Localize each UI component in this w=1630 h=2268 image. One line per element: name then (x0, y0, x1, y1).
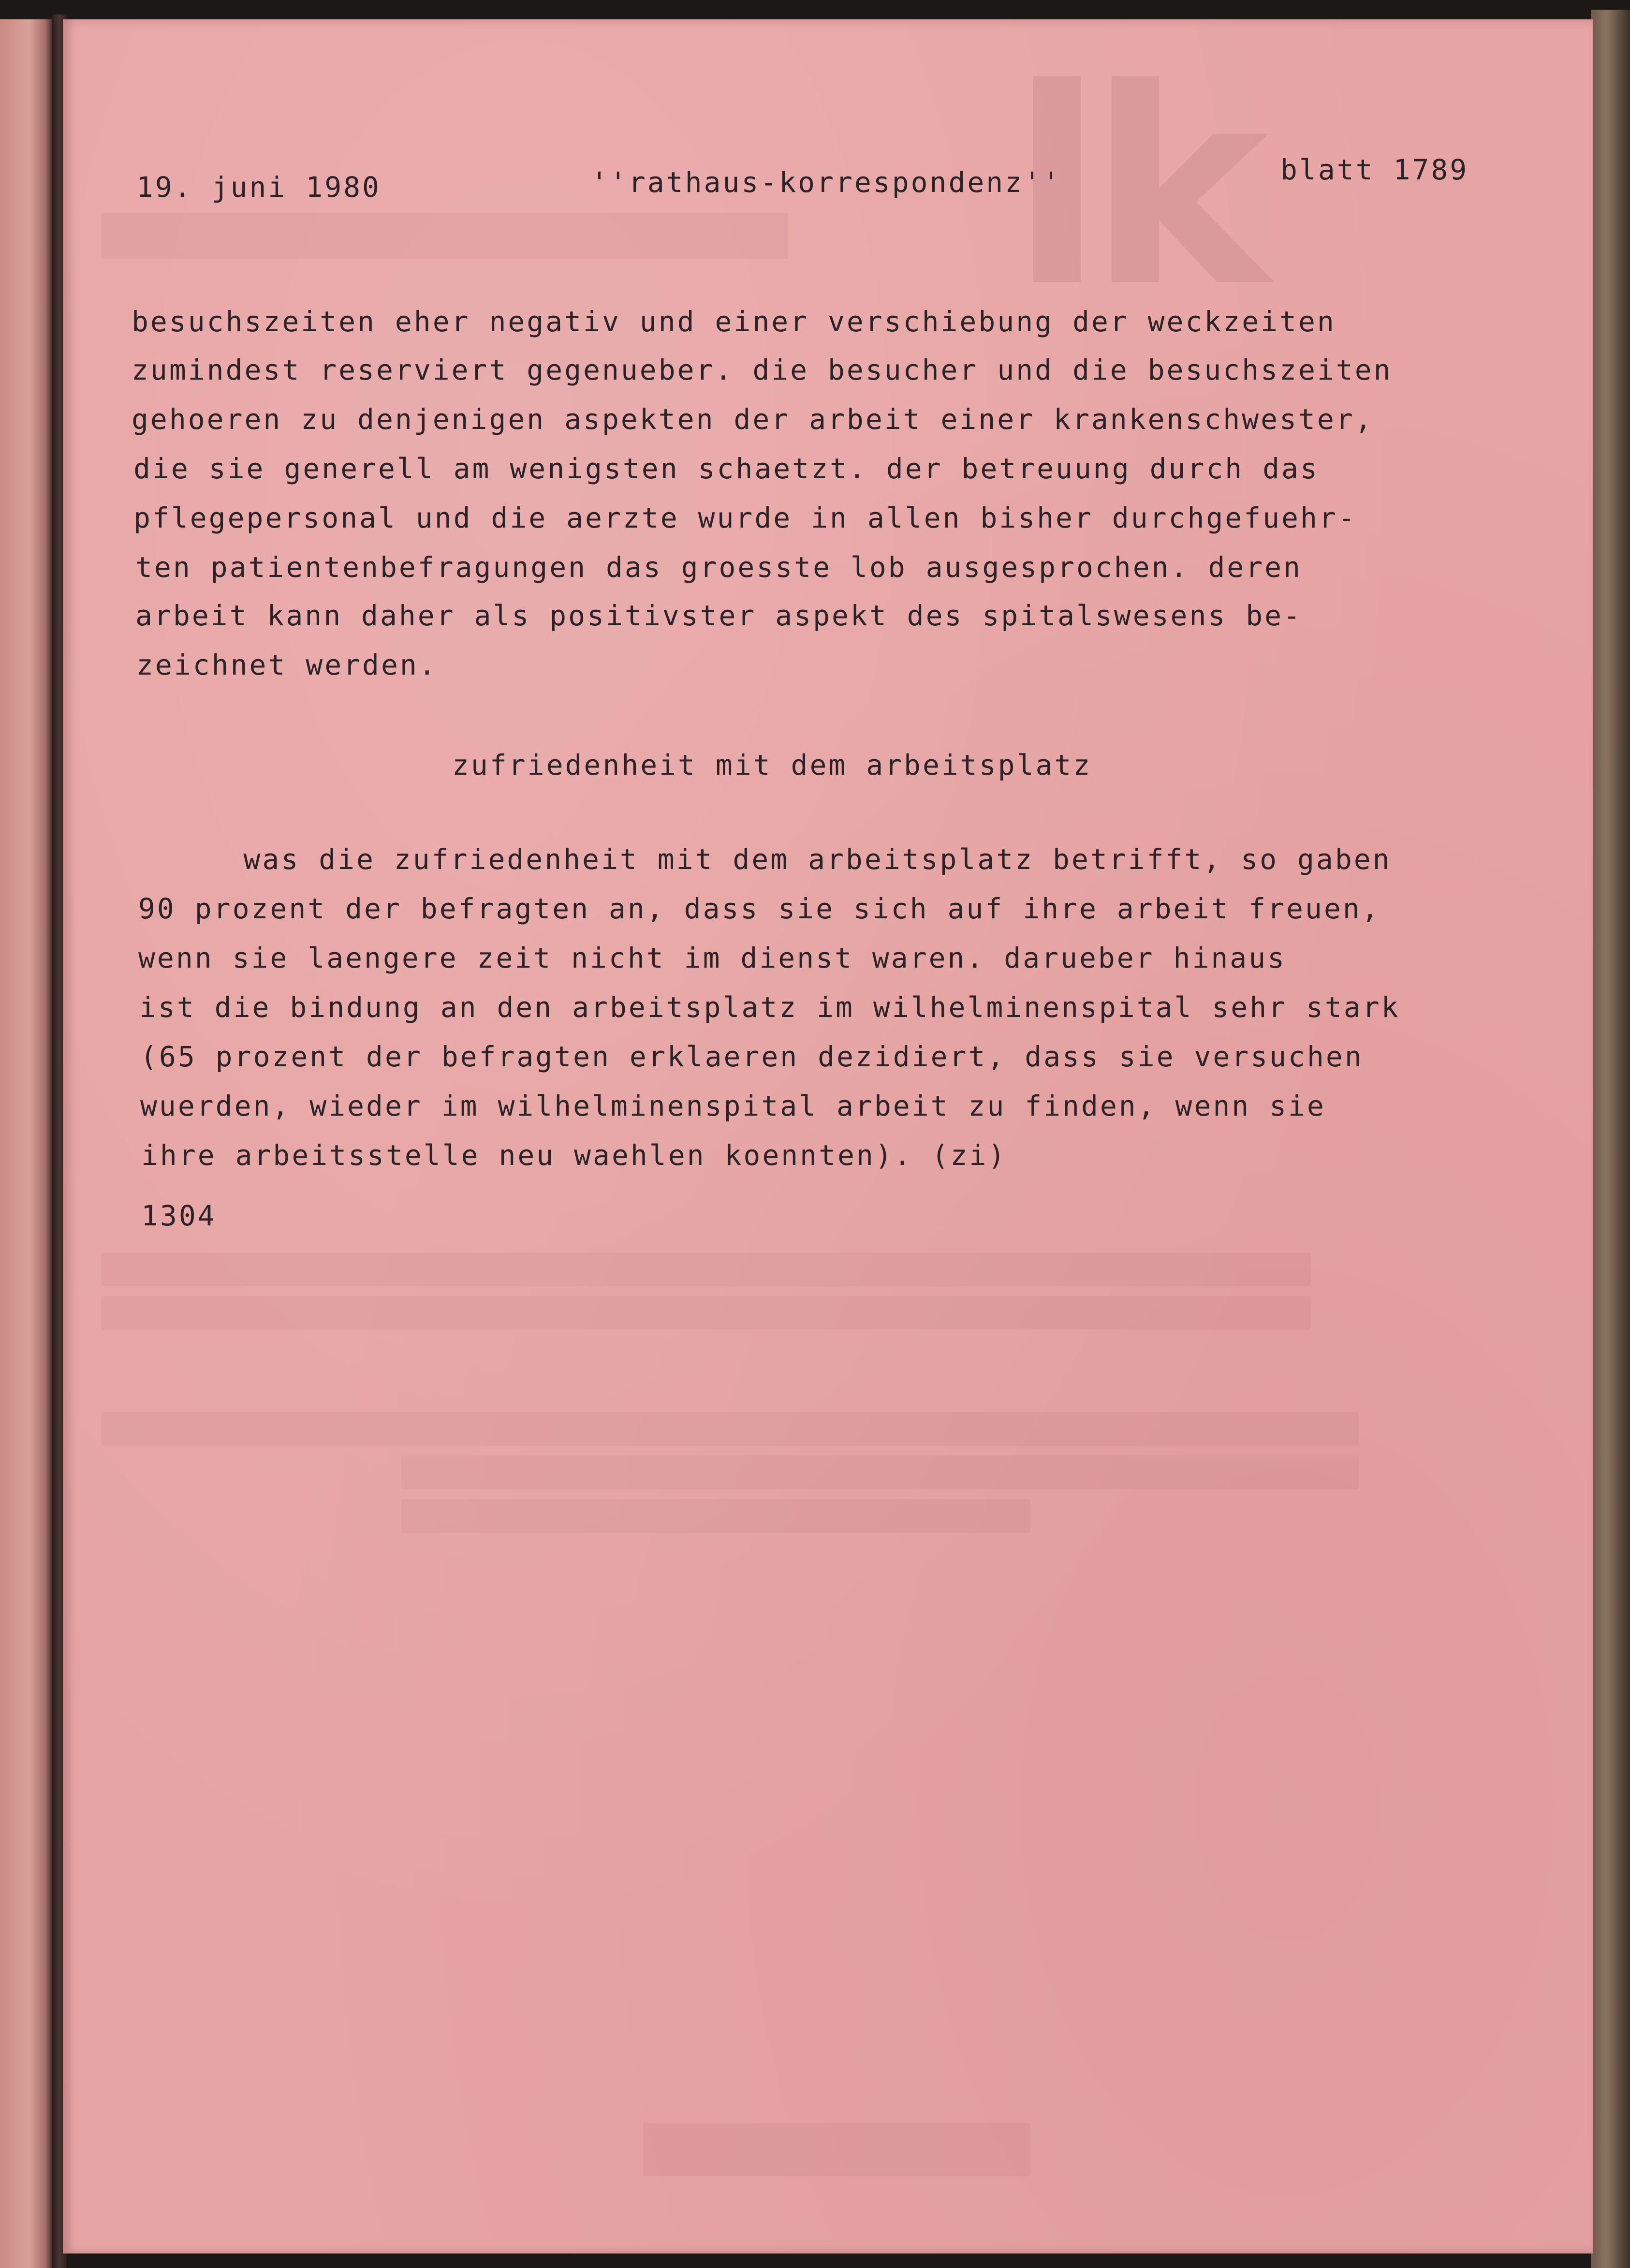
section-heading: zufriedenheit mit dem arbeitsplatz (452, 749, 1092, 781)
body-line: ten patientenbefragungen das groesste lob ausgesprochen. deren (135, 551, 1302, 584)
bleed-through-text (401, 1456, 1359, 1489)
body-line: pflegepersonal und die aerzte wurde in allen bisher durchgefuehr- (133, 501, 1357, 534)
header-publication-title: ''rathaus-korrespondenz'' (591, 166, 1061, 199)
bleed-through-text (102, 1252, 1310, 1286)
bleed-through-text (102, 1412, 1359, 1446)
body-line: was die zufriedenheit mit dem arbeitsplatz betrifft, so gaben (131, 843, 1392, 876)
page-stack-edge (1591, 10, 1630, 2268)
header-date: 19. juni 1980 (136, 171, 381, 204)
bleed-through-text (102, 213, 788, 259)
body-line: die sie generell am wenigsten schaetzt. der betreuung durch das (133, 452, 1319, 485)
body-line: 90 prozent der befragten an, dass sie sich auf ihre arbeit freuen, (138, 892, 1380, 925)
body-line: (65 prozent der befragten erklaeren dezidiert, dass sie versuchen (140, 1040, 1364, 1073)
bleed-through-text (643, 2123, 1030, 2176)
body-line: zeichnet werden. (136, 648, 438, 681)
reference-number: 1304 (141, 1199, 217, 1232)
body-line: arbeit kann daher als positivster aspekt des spitalswesens be- (135, 599, 1302, 632)
bleed-through-text (102, 1296, 1310, 1330)
body-line: gehoeren zu denjenigen aspekten der arbeit einer krankenschwester, (132, 403, 1374, 436)
body-line: wenn sie laengere zeit nicht im dienst waren. darueber hinaus (138, 942, 1287, 974)
body-line: ist die bindung an den arbeitsplatz im wilhelminenspital sehr stark (139, 991, 1400, 1024)
previous-page-edge (0, 19, 53, 2268)
body-line: ihre arbeitsstelle neu waehlen koennten). (zi) (141, 1139, 1007, 1172)
body-line: zumindest reserviert gegenueber. die besucher und die besuchszeiten (132, 353, 1393, 386)
bleed-through-text (401, 1499, 1030, 1533)
bleed-through-logo: lk (1011, 31, 1255, 346)
body-line: besuchszeiten eher negativ und einer verschiebung der weckzeiten (132, 305, 1336, 338)
header-sheet-number: blatt 1789 (1280, 153, 1469, 186)
body-line: wuerden, wieder im wilhelminenspital arbeit zu finden, wenn sie (140, 1090, 1326, 1122)
